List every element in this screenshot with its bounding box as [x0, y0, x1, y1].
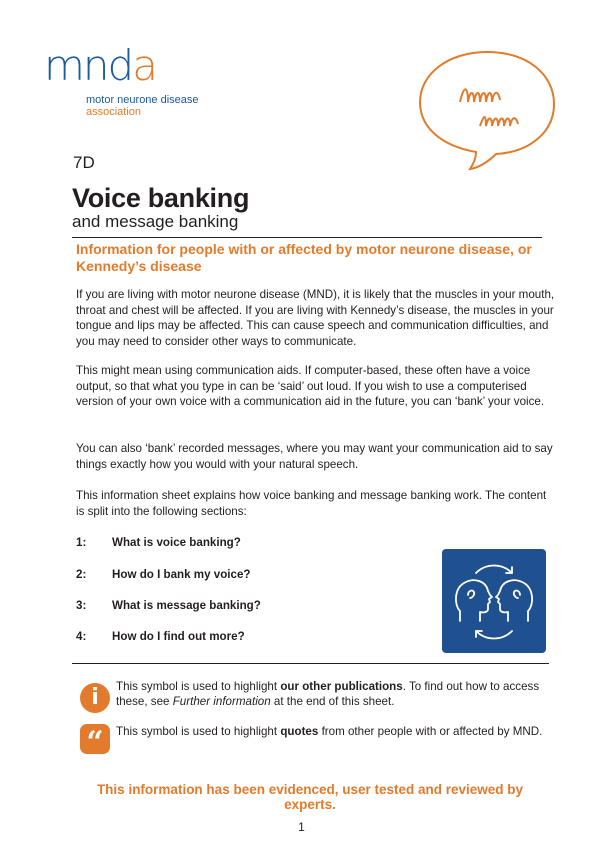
section-divider — [72, 663, 549, 664]
quote-legend-text: This symbol is used to highlight quotes from other people with or affected by MND. — [116, 725, 543, 738]
list-item — [76, 630, 245, 643]
speech-bubble-icon — [412, 44, 562, 174]
two-heads-icon — [442, 549, 546, 653]
logo-letter-a: a — [132, 41, 156, 90]
section-number: 2: — [76, 568, 87, 581]
voice-exchange-icon — [442, 549, 546, 653]
lead-text: Information for people with or affected by motor neurone disease, or Kennedy’s disease — [76, 241, 532, 274]
page-subtitle: and message banking — [72, 212, 239, 231]
info-legend-text: This symbol is used to highlight our other publications. To find out how to access these, see Further information at the end of this sheet. — [116, 680, 540, 708]
section-label: What is voice banking? — [112, 536, 241, 549]
logo-line-1: motor neurone disease — [86, 94, 199, 106]
evidence-note: This information has been evidenced, user tested and reviewed by experts. — [96, 782, 524, 812]
section-label: How do I bank my voice? — [112, 568, 251, 581]
intro-paragraph-2: This might mean using communication aids. If computer-based, these often have a voice output, so that what you type in can be ‘said’ out loud. If you wish to use a computerised version of your own voice with a communication aid in the future, you can ‘bank’ your voice. — [76, 364, 545, 408]
document-code: 7D — [73, 153, 95, 172]
info-icon-glyph: i — [91, 685, 99, 710]
section-number: 4: — [76, 630, 87, 643]
list-item — [76, 599, 261, 612]
section-number: 3: — [76, 599, 87, 612]
logo-letter-n: n — [82, 41, 108, 90]
title-divider — [72, 237, 542, 238]
mnda-logo — [44, 41, 156, 90]
section-label: What is message banking? — [112, 599, 261, 612]
logo-letter-d: d — [107, 41, 133, 90]
quote-icon — [80, 724, 110, 760]
section-number: 1: — [76, 536, 87, 549]
logo-letter-m: m — [44, 41, 83, 90]
page-number: 1 — [298, 820, 305, 834]
section-label: How do I find out more? — [112, 630, 245, 643]
quote-icon-glyph: “ — [86, 725, 104, 760]
intro-paragraph-4: This information sheet explains how voice banking and message banking work. The content is split into the following sections: — [76, 489, 547, 518]
list-item — [76, 536, 241, 549]
logo-tagline — [86, 94, 199, 118]
intro-paragraph-1: If you are living with motor neurone disease (MND), it is likely that the muscles in your mouth, throat and chest will be affected. If you are living with Kennedy’s disease, the muscles in your tongue and lips may be affected. This can cause speech and communication difficulties, and you may need to consider other ways to communicate. — [76, 288, 555, 348]
logo-line-2: association — [86, 106, 142, 118]
page-title: Voice banking — [72, 183, 250, 213]
list-item — [76, 568, 251, 581]
intro-paragraph-3: You can also ‘bank’ recorded messages, where you may want your communication aid to say things exactly how you would with your natural speech. — [76, 442, 553, 471]
info-icon — [80, 683, 110, 713]
